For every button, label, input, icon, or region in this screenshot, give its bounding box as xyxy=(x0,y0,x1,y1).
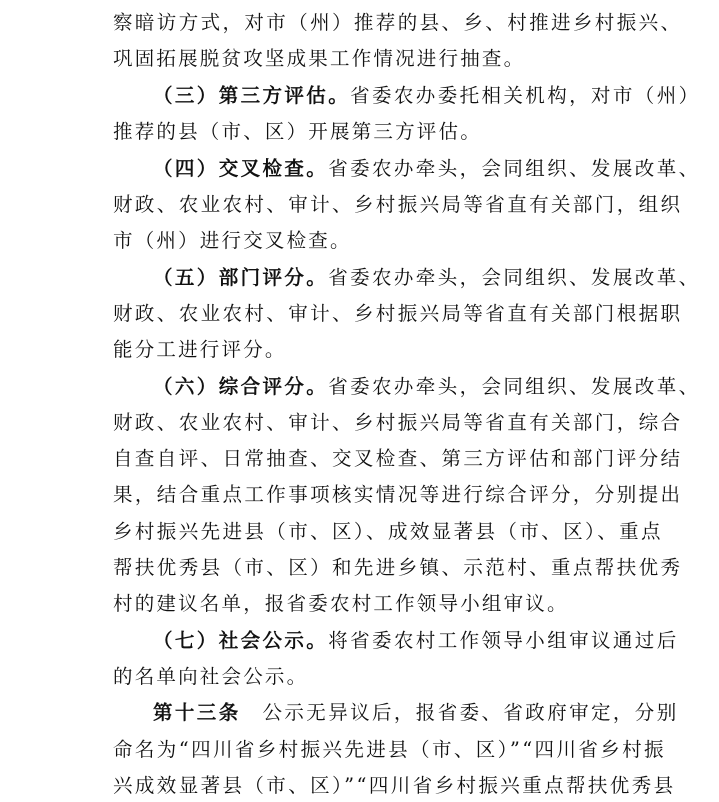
line-text: 的名单向社会公示。 xyxy=(113,665,309,688)
text-line xyxy=(0,8,719,38)
line-text: 果，结合重点工作事项核实情况等进行综合评分，分别提出 xyxy=(113,483,683,506)
text-line xyxy=(0,44,719,74)
line-text: 省委农办牵头，会同组织、发展改革、 xyxy=(328,266,701,289)
text-line xyxy=(0,553,719,583)
line-text: 兴成效显著县（市、区）”“四川省乡村振兴重点帮扶优秀县 xyxy=(113,774,676,797)
section-heading: （三）第三方评估。 xyxy=(153,84,351,107)
line-text: 财政、农业农村、审计、乡村振兴局等省直有关部门，组织 xyxy=(113,193,683,216)
text-line xyxy=(0,626,719,656)
line-text: 巩固拓展脱贫攻坚成果工作情况进行抽查。 xyxy=(113,47,526,70)
text-line xyxy=(0,226,719,256)
line-text: 公示无异议后，报省委、省政府审定，分别 xyxy=(240,701,679,724)
text-line xyxy=(0,299,719,329)
text-line xyxy=(0,335,719,365)
section-heading: （七）社会公示。 xyxy=(153,629,329,652)
line-text: 将省委农村工作领导小组审议通过后 xyxy=(328,629,679,652)
line-text: 命名为“四川省乡村振兴先进县（市、区）”“四川省乡村振 xyxy=(113,738,666,761)
text-line xyxy=(0,154,719,184)
text-line xyxy=(0,81,719,111)
text-line xyxy=(0,480,719,510)
line-text: 能分工进行评分。 xyxy=(113,338,287,361)
section-heading: （四）交叉检查。 xyxy=(153,157,329,180)
line-text: 市（州）进行交叉检查。 xyxy=(113,229,352,252)
text-line xyxy=(0,735,719,765)
text-line xyxy=(0,444,719,474)
article-heading: 第十三条 xyxy=(153,701,241,724)
text-line xyxy=(0,662,719,692)
section-heading: （五）部门评分。 xyxy=(153,266,329,289)
line-text: 财政、农业农村、审计、乡村振兴局等省直有关部门根据职 xyxy=(113,302,683,325)
text-line xyxy=(0,517,719,547)
line-text: 省委农办牵头，会同组织、发展改革、 xyxy=(328,157,701,180)
line-text: 察暗访方式，对市（州）推荐的县、乡、村推进乡村振兴、 xyxy=(113,11,683,34)
text-line xyxy=(0,372,719,402)
line-text: 财政、农业农村、审计、乡村振兴局等省直有关部门，综合 xyxy=(113,411,683,434)
line-text: 推荐的县（市、区）开展第三方评估。 xyxy=(113,120,482,143)
line-text: 省委农办牵头，会同组织、发展改革、 xyxy=(328,375,701,398)
line-text: 帮扶优秀县（市、区）和先进乡镇、示范村、重点帮扶优秀 xyxy=(113,556,683,579)
line-text: 乡村振兴先进县（市、区）、成效显著县（市、区）、重点 xyxy=(113,520,663,543)
text-line xyxy=(0,117,719,147)
text-line xyxy=(0,771,719,801)
line-text: 自查自评、日常抽查、交叉检查、第三方评估和部门评分结 xyxy=(113,447,683,470)
section-heading: （六）综合评分。 xyxy=(153,375,329,398)
line-text: 村的建议名单，报省委农村工作领导小组审议。 xyxy=(113,592,569,615)
text-line xyxy=(0,408,719,438)
text-line xyxy=(0,589,719,619)
text-line xyxy=(0,190,719,220)
line-text: 省委农办委托相关机构，对市（州） xyxy=(350,84,701,107)
text-line xyxy=(0,698,719,728)
text-line xyxy=(0,263,719,293)
